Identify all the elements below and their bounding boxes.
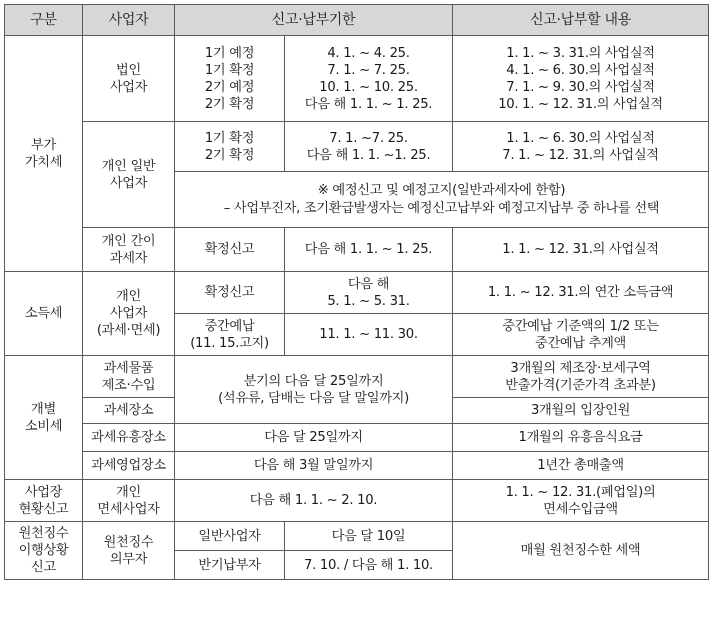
header-business: 사업자 xyxy=(83,5,175,36)
header-deadline: 신고·납부기한 xyxy=(175,5,453,36)
vat-general-row xyxy=(5,122,709,172)
income-row-1 xyxy=(5,272,709,314)
withholding-label: 원천징수 이행상황 신고 xyxy=(5,522,83,580)
vat-label: 부가 가치세 xyxy=(5,36,83,272)
vat-simple-content: 1. 1. ~ 12. 31.의 사업실적 xyxy=(453,228,709,272)
income-period-1: 확정신고 xyxy=(175,272,285,314)
withholding-type-1: 일반사업자 xyxy=(175,522,285,551)
excise-shared-deadline: 분기의 다음 달 25일까지 (석유류, 담배는 다음 달 말일까지) xyxy=(175,356,453,424)
excise-biz-1: 과세물품 제조·수입 xyxy=(83,356,175,398)
status-report-label: 사업장 현황신고 xyxy=(5,480,83,522)
header-row xyxy=(5,5,709,36)
vat-general-label: 개인 일반 사업자 xyxy=(83,122,175,228)
vat-corp-periods: 1기 예정 1기 확정 2기 예정 2기 확정 xyxy=(175,36,285,122)
withholding-deadline-1: 다음 달 10일 xyxy=(285,522,453,551)
status-report-row xyxy=(5,480,709,522)
header-category: 구분 xyxy=(5,5,83,36)
vat-simple-period: 확정신고 xyxy=(175,228,285,272)
excise-label: 개별 소비세 xyxy=(5,356,83,480)
excise-content-1: 3개월의 제조장·보세구역 반출가격(기준가격 초과분) xyxy=(453,356,709,398)
status-report-deadline: 다음 해 1. 1. ~ 2. 10. xyxy=(175,480,453,522)
header-content: 신고·납부할 내용 xyxy=(453,5,709,36)
income-content-1: 1. 1. ~ 12. 31.의 연간 소득금액 xyxy=(453,272,709,314)
vat-simple-deadline: 다음 해 1. 1. ~ 1. 25. xyxy=(285,228,453,272)
tax-schedule-table xyxy=(4,4,709,580)
excise-content-4: 1년간 총매출액 xyxy=(453,452,709,480)
excise-biz-4: 과세영업장소 xyxy=(83,452,175,480)
vat-simple-label: 개인 간이 과세자 xyxy=(83,228,175,272)
excise-row-3 xyxy=(5,424,709,452)
excise-biz-2: 과세장소 xyxy=(83,398,175,424)
income-deadline-2: 11. 1. ~ 11. 30. xyxy=(285,314,453,356)
income-content-2: 중간예납 기준액의 1/2 또는 중간예납 추계액 xyxy=(453,314,709,356)
vat-general-contents: 1. 1. ~ 6. 30.의 사업실적 7. 1. ~ 12. 31.의 사업실적 xyxy=(453,122,709,172)
withholding-type-2: 반기납부자 xyxy=(175,551,285,580)
status-report-content: 1. 1. ~ 12. 31.(폐업일)의 면세수입금액 xyxy=(453,480,709,522)
withholding-content: 매월 원천징수한 세액 xyxy=(453,522,709,580)
vat-general-periods: 1기 확정 2기 확정 xyxy=(175,122,285,172)
vat-corp-contents: 1. 1. ~ 3. 31.의 사업실적 4. 1. ~ 6. 30.의 사업실적 7. 1. ~ 9. 30.의 사업실적 10. 1. ~ 12. 31.의 사업실적 xyxy=(453,36,709,122)
income-deadline-1: 다음 해 5. 1. ~ 5. 31. xyxy=(285,272,453,314)
excise-biz-3: 과세유흥장소 xyxy=(83,424,175,452)
excise-content-2: 3개월의 입장인원 xyxy=(453,398,709,424)
status-report-biz: 개인 면세사업자 xyxy=(83,480,175,522)
excise-row-4 xyxy=(5,452,709,480)
withholding-row-1 xyxy=(5,522,709,551)
income-period-2: 중간예납 (11. 15.고지) xyxy=(175,314,285,356)
vat-corp-row xyxy=(5,36,709,122)
withholding-biz: 원천징수 의무자 xyxy=(83,522,175,580)
excise-content-3: 1개월의 유흥음식요금 xyxy=(453,424,709,452)
excise-deadline-3: 다음 달 25일까지 xyxy=(175,424,453,452)
vat-general-deadlines: 7. 1. ~7. 25. 다음 해 1. 1. ~1. 25. xyxy=(285,122,453,172)
vat-corp-label: 법인 사업자 xyxy=(83,36,175,122)
income-biz-label: 개인 사업자 (과세·면세) xyxy=(83,272,175,356)
vat-corp-deadlines: 4. 1. ~ 4. 25. 7. 1. ~ 7. 25. 10. 1. ~ 10. 25. 다음 해 1. 1. ~ 1. 25. xyxy=(285,36,453,122)
excise-row-1 xyxy=(5,356,709,398)
tax-schedule-table-wrap xyxy=(4,4,708,580)
excise-deadline-4: 다음 해 3월 말일까지 xyxy=(175,452,453,480)
vat-general-note: ※ 예정신고 및 예정고지(일반과세자에 한함) – 사업부진자, 조기환급발생자는 예정신고납부와 예정고지납부 중 하나를 선택 xyxy=(175,172,709,228)
withholding-deadline-2: 7. 10. / 다음 해 1. 10. xyxy=(285,551,453,580)
income-label: 소득세 xyxy=(5,272,83,356)
vat-simple-row xyxy=(5,228,709,272)
